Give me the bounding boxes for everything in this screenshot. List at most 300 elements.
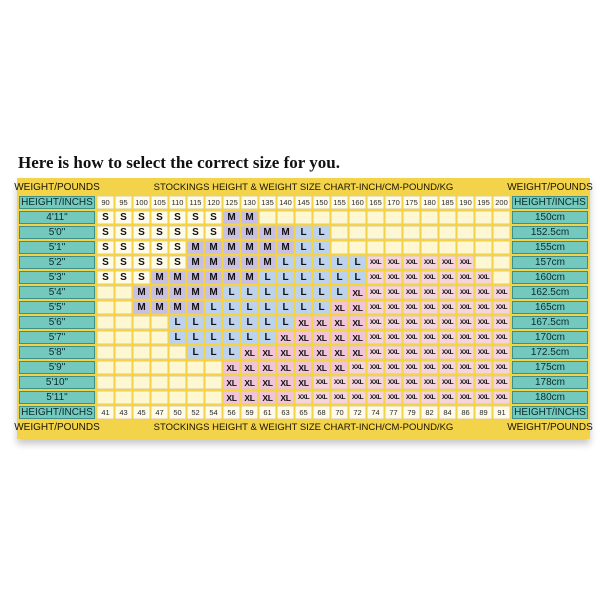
weight-pounds-label: WEIGHT/POUNDS (507, 422, 593, 433)
size-cell-l: L (223, 301, 240, 314)
empty-cell (403, 226, 420, 239)
size-cell-xl: XL (241, 391, 258, 404)
empty-cell (133, 361, 150, 374)
size-cell-xxl: XXL (367, 256, 384, 269)
size-cell-l: L (331, 271, 348, 284)
size-cell-xxl: XXL (349, 376, 366, 389)
size-cell-m: M (223, 211, 240, 224)
size-cell-xxl: XXL (403, 376, 420, 389)
size-cell-m: M (241, 256, 258, 269)
size-chart-table (14, 178, 593, 439)
size-cell-l: L (277, 316, 294, 329)
empty-cell (493, 226, 510, 239)
chart-number-cell: 77 (385, 406, 402, 419)
height-inches-cell: 5'5" (19, 301, 95, 314)
size-cell-xl: XL (295, 346, 312, 359)
size-row (17, 225, 590, 240)
size-cell-l: L (223, 316, 240, 329)
size-cell-l: L (313, 256, 330, 269)
size-cell-l: L (313, 286, 330, 299)
empty-cell (169, 391, 186, 404)
size-cell-l: L (259, 271, 276, 284)
chart-number-cell: 180 (421, 196, 438, 209)
chart-number-cell: 65 (295, 406, 312, 419)
size-cell-xxl: XXL (349, 391, 366, 404)
size-row (17, 360, 590, 375)
chart-number-cell: 175 (403, 196, 420, 209)
size-cell-xxl: XXL (313, 391, 330, 404)
size-cell-xl: XL (349, 301, 366, 314)
empty-cell (187, 391, 204, 404)
size-cell-l: L (223, 346, 240, 359)
empty-cell (115, 361, 132, 374)
size-cell-xl: XL (277, 346, 294, 359)
size-cell-l: L (187, 346, 204, 359)
empty-cell (133, 376, 150, 389)
size-cell-l: L (295, 301, 312, 314)
size-cell-xxl: XXL (457, 391, 474, 404)
empty-cell (385, 241, 402, 254)
empty-cell (331, 241, 348, 254)
chart-number-cell: 130 (241, 196, 258, 209)
empty-cell (403, 211, 420, 224)
size-cell-l: L (259, 301, 276, 314)
height-cm-cell: 150cm (512, 211, 588, 224)
size-cell-l: L (313, 301, 330, 314)
size-cell-xxl: XXL (421, 286, 438, 299)
empty-cell (151, 331, 168, 344)
size-row (17, 315, 590, 330)
size-cell-m: M (205, 241, 222, 254)
weight-pounds-label: WEIGHT/POUNDS (507, 182, 593, 193)
size-cell-xxl: XXL (439, 361, 456, 374)
chart-number-cell: 91 (493, 406, 510, 419)
height-cm-cell: 180cm (512, 391, 588, 404)
size-cell-xl: XL (277, 376, 294, 389)
size-cell-xl: XL (295, 316, 312, 329)
size-cell-xxl: XXL (385, 316, 402, 329)
size-cell-xxl: XXL (421, 346, 438, 359)
size-cell-s: S (169, 241, 186, 254)
size-cell-s: S (133, 211, 150, 224)
size-cell-xxl: XXL (439, 271, 456, 284)
size-cell-l: L (277, 301, 294, 314)
empty-cell (295, 211, 312, 224)
size-cell-xl: XL (331, 331, 348, 344)
size-cell-xxl: XXL (475, 286, 492, 299)
size-cell-m: M (187, 241, 204, 254)
size-cell-m: M (205, 271, 222, 284)
empty-cell (187, 376, 204, 389)
size-cell-l: L (241, 301, 258, 314)
size-cell-l: L (277, 256, 294, 269)
empty-cell (115, 391, 132, 404)
height-inchs-label: HEIGHT/INCHS (19, 406, 95, 419)
chart-number-cell: 82 (421, 406, 438, 419)
chart-number-cell: 59 (241, 406, 258, 419)
size-cell-xl: XL (241, 376, 258, 389)
height-inches-cell: 4'11" (19, 211, 95, 224)
size-cell-l: L (295, 256, 312, 269)
height-inches-cell: 5'8" (19, 346, 95, 359)
size-cell-xl: XL (295, 376, 312, 389)
empty-cell (97, 316, 114, 329)
size-cell-s: S (115, 241, 132, 254)
height-inches-cell: 5'0" (19, 226, 95, 239)
size-cell-xxl: XXL (493, 286, 510, 299)
chart-number-cell: 54 (205, 406, 222, 419)
size-cell-s: S (151, 241, 168, 254)
empty-cell (493, 211, 510, 224)
size-cell-xxl: XXL (403, 301, 420, 314)
height-inches-cell: 5'1" (19, 241, 95, 254)
size-cell-xxl: XXL (475, 376, 492, 389)
size-cell-l: L (241, 286, 258, 299)
size-cell-l: L (313, 226, 330, 239)
empty-cell (457, 226, 474, 239)
empty-cell (493, 241, 510, 254)
chart-number-cell: 68 (313, 406, 330, 419)
chart-number-cell: 70 (331, 406, 348, 419)
size-cell-s: S (133, 241, 150, 254)
chart-number-cell: 125 (223, 196, 240, 209)
chart-number-cell: 61 (259, 406, 276, 419)
empty-cell (133, 346, 150, 359)
kilograms-row (17, 405, 590, 420)
empty-cell (115, 316, 132, 329)
size-cell-xxl: XXL (403, 331, 420, 344)
chart-title: STOCKINGS HEIGHT & WEIGHT SIZE CHART-INCH/CM-POUND/KG (153, 422, 454, 433)
size-cell-xxl: XXL (403, 361, 420, 374)
size-cell-xxl: XXL (295, 391, 312, 404)
size-cell-xxl: XXL (331, 376, 348, 389)
size-cell-xl: XL (241, 346, 258, 359)
size-cell-xxl: XXL (493, 301, 510, 314)
empty-cell (97, 331, 114, 344)
height-inches-cell: 5'10" (19, 376, 95, 389)
chart-number-cell: 50 (169, 406, 186, 419)
height-inchs-label: HEIGHT/INCHS (512, 406, 588, 419)
size-cell-l: L (331, 256, 348, 269)
size-row (17, 270, 590, 285)
empty-cell (151, 346, 168, 359)
chart-number-cell: 110 (169, 196, 186, 209)
height-inches-cell: 5'9" (19, 361, 95, 374)
size-cell-s: S (151, 256, 168, 269)
size-cell-xxl: XXL (475, 346, 492, 359)
size-cell-xxl: XXL (403, 391, 420, 404)
chart-number-cell: 155 (331, 196, 348, 209)
empty-cell (421, 226, 438, 239)
weight-pounds-label: WEIGHT/POUNDS (14, 422, 100, 433)
empty-cell (313, 211, 330, 224)
chart-number-cell: 135 (259, 196, 276, 209)
size-cell-xxl: XXL (493, 391, 510, 404)
empty-cell (457, 241, 474, 254)
empty-cell (439, 211, 456, 224)
page-heading: Here is how to select the correct size for you. (18, 153, 340, 172)
size-cell-xxl: XXL (367, 331, 384, 344)
size-cell-xl: XL (295, 361, 312, 374)
size-cell-xxl: XXL (385, 271, 402, 284)
size-cell-l: L (205, 301, 222, 314)
size-cell-m: M (151, 301, 168, 314)
empty-cell (133, 331, 150, 344)
chart-number-cell: 200 (493, 196, 510, 209)
size-cell-xxl: XXL (475, 271, 492, 284)
size-row (17, 255, 590, 270)
size-cell-xl: XL (331, 316, 348, 329)
size-cell-xl: XL (277, 361, 294, 374)
size-cell-xxl: XXL (367, 316, 384, 329)
size-cell-xxl: XXL (439, 391, 456, 404)
size-cell-l: L (277, 271, 294, 284)
size-cell-xxl: XXL (385, 301, 402, 314)
size-cell-s: S (169, 256, 186, 269)
size-row (17, 300, 590, 315)
size-cell-s: S (205, 226, 222, 239)
size-cell-s: S (97, 211, 114, 224)
empty-cell (349, 226, 366, 239)
size-cell-m: M (187, 271, 204, 284)
chart-number-cell: 56 (223, 406, 240, 419)
size-cell-l: L (223, 286, 240, 299)
height-cm-cell: 175cm (512, 361, 588, 374)
chart-number-cell: 45 (133, 406, 150, 419)
size-cell-l: L (259, 286, 276, 299)
empty-cell (367, 226, 384, 239)
size-cell-xxl: XXL (439, 316, 456, 329)
empty-cell (151, 316, 168, 329)
size-cell-xxl: XXL (493, 331, 510, 344)
chart-number-cell: 160 (349, 196, 366, 209)
size-cell-xxl: XXL (457, 286, 474, 299)
size-cell-m: M (133, 301, 150, 314)
size-cell-xxl: XXL (421, 316, 438, 329)
size-cell-m: M (169, 286, 186, 299)
pounds-header-row (17, 195, 590, 210)
empty-cell (97, 361, 114, 374)
size-cell-xxl: XXL (403, 316, 420, 329)
size-cell-l: L (205, 346, 222, 359)
size-cell-xxl: XXL (421, 391, 438, 404)
size-cell-xxl: XXL (439, 331, 456, 344)
size-cell-m: M (151, 271, 168, 284)
size-cell-s: S (97, 256, 114, 269)
chart-number-cell: 90 (97, 196, 114, 209)
size-cell-s: S (187, 211, 204, 224)
empty-cell (403, 241, 420, 254)
chart-number-cell: 52 (187, 406, 204, 419)
empty-cell (475, 211, 492, 224)
size-cell-xxl: XXL (493, 376, 510, 389)
size-cell-l: L (205, 316, 222, 329)
size-row (17, 285, 590, 300)
size-cell-xl: XL (223, 361, 240, 374)
size-cell-xxl: XXL (367, 376, 384, 389)
size-cell-xxl: XXL (403, 286, 420, 299)
empty-cell (151, 391, 168, 404)
empty-cell (133, 316, 150, 329)
size-cell-xxl: XXL (421, 256, 438, 269)
size-cell-m: M (205, 286, 222, 299)
empty-cell (169, 376, 186, 389)
size-cell-xxl: XXL (367, 286, 384, 299)
size-cell-xxl: XXL (403, 346, 420, 359)
size-cell-xl: XL (277, 331, 294, 344)
chart-footer-row (14, 420, 593, 435)
size-cell-xl: XL (259, 376, 276, 389)
height-inchs-label: HEIGHT/INCHS (512, 196, 588, 209)
size-cell-s: S (151, 211, 168, 224)
chart-number-cell: 115 (187, 196, 204, 209)
size-cell-s: S (133, 256, 150, 269)
chart-number-cell: 47 (151, 406, 168, 419)
size-cell-m: M (223, 271, 240, 284)
size-cell-xxl: XXL (367, 361, 384, 374)
size-cell-xl: XL (313, 331, 330, 344)
size-cell-s: S (187, 226, 204, 239)
size-cell-xxl: XXL (457, 361, 474, 374)
size-cell-s: S (151, 226, 168, 239)
empty-cell (385, 211, 402, 224)
size-cell-xxl: XXL (439, 286, 456, 299)
size-cell-xl: XL (349, 286, 366, 299)
chart-number-cell: 145 (295, 196, 312, 209)
height-inches-cell: 5'3" (19, 271, 95, 284)
empty-cell (331, 211, 348, 224)
size-cell-l: L (313, 271, 330, 284)
size-cell-l: L (295, 241, 312, 254)
size-cell-l: L (223, 331, 240, 344)
height-inches-cell: 5'2" (19, 256, 95, 269)
size-cell-xl: XL (277, 391, 294, 404)
size-cell-s: S (133, 271, 150, 284)
size-cell-m: M (223, 256, 240, 269)
size-cell-xl: XL (223, 391, 240, 404)
size-cell-l: L (259, 331, 276, 344)
size-cell-xxl: XXL (439, 301, 456, 314)
chart-number-cell: 100 (133, 196, 150, 209)
size-cell-xxl: XXL (475, 301, 492, 314)
empty-cell (421, 211, 438, 224)
empty-cell (475, 256, 492, 269)
height-cm-cell: 178cm (512, 376, 588, 389)
size-cell-xxl: XXL (475, 316, 492, 329)
size-row (17, 375, 590, 390)
height-inches-cell: 5'11" (19, 391, 95, 404)
empty-cell (457, 211, 474, 224)
size-cell-m: M (277, 226, 294, 239)
size-cell-xl: XL (349, 331, 366, 344)
size-cell-m: M (133, 286, 150, 299)
height-cm-cell: 157cm (512, 256, 588, 269)
size-cell-xxl: XXL (367, 271, 384, 284)
empty-cell (205, 391, 222, 404)
size-cell-xxl: XXL (421, 271, 438, 284)
size-cell-xl: XL (313, 361, 330, 374)
size-cell-xl: XL (295, 331, 312, 344)
height-cm-cell: 155cm (512, 241, 588, 254)
height-cm-cell: 170cm (512, 331, 588, 344)
height-cm-cell: 172.5cm (512, 346, 588, 359)
empty-cell (97, 346, 114, 359)
size-cell-xl: XL (331, 346, 348, 359)
chart-number-cell: 41 (97, 406, 114, 419)
size-cell-m: M (187, 256, 204, 269)
size-cell-xxl: XXL (367, 391, 384, 404)
size-cell-l: L (205, 331, 222, 344)
height-inches-cell: 5'6" (19, 316, 95, 329)
empty-cell (367, 211, 384, 224)
size-cell-xxl: XXL (385, 391, 402, 404)
size-cell-xxl: XXL (457, 301, 474, 314)
size-cell-xl: XL (259, 391, 276, 404)
height-cm-cell: 162.5cm (512, 286, 588, 299)
empty-cell (97, 301, 114, 314)
size-cell-l: L (295, 271, 312, 284)
empty-cell (277, 211, 294, 224)
chart-number-cell: 120 (205, 196, 222, 209)
size-cell-s: S (115, 256, 132, 269)
empty-cell (349, 211, 366, 224)
size-cell-m: M (259, 241, 276, 254)
empty-cell (493, 256, 510, 269)
size-cell-xl: XL (349, 316, 366, 329)
empty-cell (151, 361, 168, 374)
empty-cell (475, 226, 492, 239)
size-cell-s: S (169, 211, 186, 224)
size-cell-xxl: XXL (367, 301, 384, 314)
size-cell-xxl: XXL (421, 361, 438, 374)
size-cell-xxl: XXL (385, 256, 402, 269)
size-cell-xxl: XXL (439, 256, 456, 269)
size-cell-l: L (295, 226, 312, 239)
size-cell-l: L (259, 316, 276, 329)
size-cell-s: S (115, 211, 132, 224)
size-cell-xxl: XXL (349, 361, 366, 374)
chart-title: STOCKINGS HEIGHT & WEIGHT SIZE CHART-INCH/CM-POUND/KG (153, 182, 454, 193)
chart-number-cell: 170 (385, 196, 402, 209)
size-cell-s: S (115, 226, 132, 239)
size-cell-s: S (133, 226, 150, 239)
empty-cell (187, 361, 204, 374)
size-cell-l: L (295, 286, 312, 299)
empty-cell (115, 301, 132, 314)
empty-cell (151, 376, 168, 389)
empty-cell (97, 391, 114, 404)
empty-cell (493, 271, 510, 284)
chart-number-cell: 165 (367, 196, 384, 209)
size-cell-xl: XL (349, 346, 366, 359)
empty-cell (169, 346, 186, 359)
height-cm-cell: 160cm (512, 271, 588, 284)
empty-cell (97, 286, 114, 299)
size-cell-xxl: XXL (475, 361, 492, 374)
height-inches-cell: 5'4" (19, 286, 95, 299)
size-cell-m: M (241, 226, 258, 239)
size-cell-l: L (277, 286, 294, 299)
empty-cell (115, 376, 132, 389)
chart-number-cell: 89 (475, 406, 492, 419)
size-cell-m: M (277, 241, 294, 254)
empty-cell (205, 361, 222, 374)
size-cell-xl: XL (313, 346, 330, 359)
size-cell-s: S (97, 271, 114, 284)
size-cell-s: S (97, 226, 114, 239)
size-cell-xxl: XXL (421, 301, 438, 314)
height-cm-cell: 165cm (512, 301, 588, 314)
